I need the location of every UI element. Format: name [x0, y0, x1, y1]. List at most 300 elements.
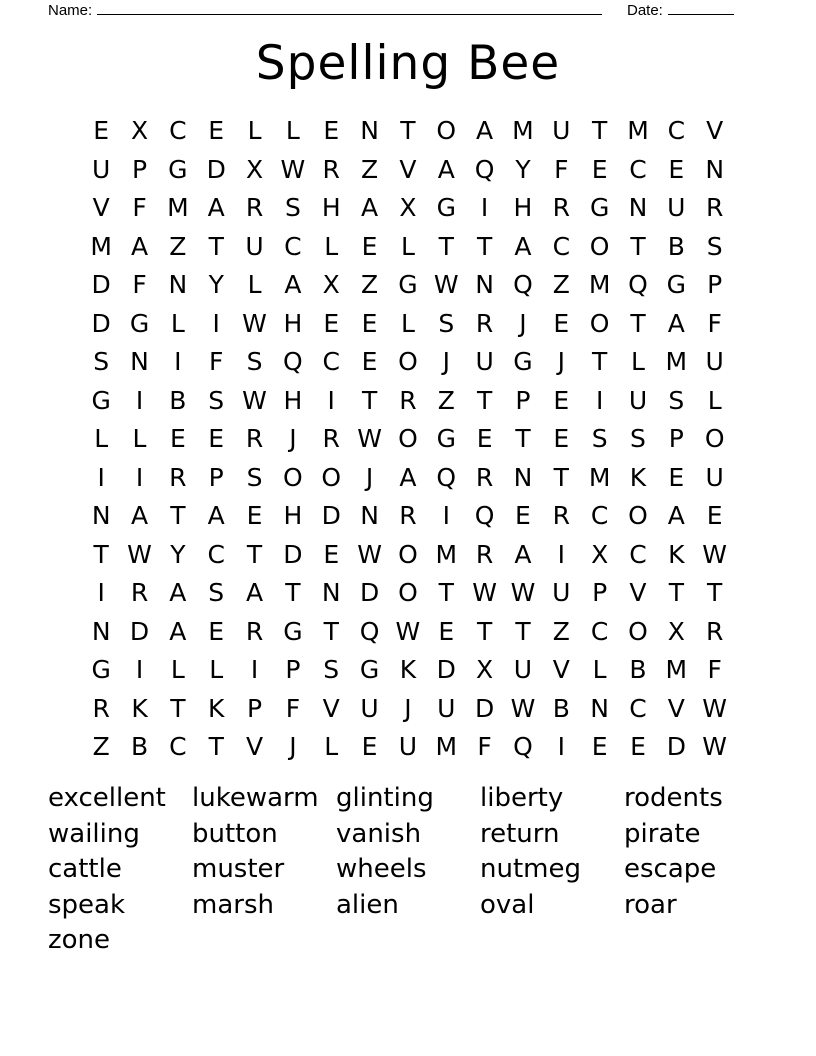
- grid-letter[interactable]: T: [515, 616, 531, 646]
- grid-letter[interactable]: S: [668, 385, 685, 415]
- grid-letter[interactable]: D: [206, 154, 226, 184]
- grid-letter[interactable]: W: [510, 693, 536, 723]
- grid-letter[interactable]: U: [628, 385, 648, 415]
- grid-letter[interactable]: S: [591, 424, 608, 453]
- grid-letter[interactable]: C: [169, 732, 187, 761]
- grid-letter[interactable]: R: [399, 385, 417, 415]
- grid-letter[interactable]: N: [360, 501, 379, 530]
- grid-letter[interactable]: R: [245, 193, 264, 222]
- grid-letter[interactable]: J: [557, 347, 565, 376]
- grid-letter[interactable]: T: [592, 347, 608, 376]
- grid-letter[interactable]: E: [361, 231, 378, 261]
- grid-letter[interactable]: S: [706, 231, 723, 261]
- grid-letter[interactable]: E: [361, 732, 378, 761]
- grid-letter[interactable]: X: [130, 116, 149, 145]
- grid-letter[interactable]: V: [667, 693, 685, 723]
- grid-letter[interactable]: U: [552, 578, 571, 607]
- grid-letter[interactable]: Y: [515, 154, 531, 184]
- grid-letter[interactable]: M: [512, 116, 534, 145]
- grid-letter[interactable]: W: [280, 154, 306, 184]
- grid-letter[interactable]: S: [246, 347, 263, 376]
- grid-letter[interactable]: L: [247, 270, 262, 299]
- grid-letter[interactable]: L: [707, 385, 722, 415]
- grid-letter[interactable]: W: [702, 732, 728, 761]
- date-blank-line[interactable]: [668, 0, 734, 15]
- grid-letter[interactable]: E: [361, 308, 378, 338]
- grid-letter[interactable]: G: [589, 193, 610, 222]
- grid-letter[interactable]: A: [437, 154, 455, 184]
- grid-letter[interactable]: W: [702, 539, 728, 569]
- grid-letter[interactable]: L: [400, 231, 415, 261]
- grid-letter[interactable]: P: [668, 424, 684, 453]
- grid-letter[interactable]: I: [174, 347, 182, 376]
- grid-letter[interactable]: L: [170, 308, 185, 338]
- grid-letter[interactable]: T: [476, 231, 493, 261]
- grid-letter[interactable]: E: [706, 501, 723, 530]
- grid-letter[interactable]: A: [169, 578, 187, 607]
- grid-letter[interactable]: V: [706, 116, 724, 145]
- grid-letter[interactable]: O: [398, 347, 418, 376]
- grid-letter[interactable]: E: [591, 154, 608, 184]
- grid-letter[interactable]: F: [209, 347, 224, 376]
- grid-letter[interactable]: B: [552, 693, 570, 723]
- grid-letter[interactable]: T: [208, 732, 224, 761]
- grid-letter[interactable]: J: [289, 732, 297, 761]
- grid-letter[interactable]: S: [323, 655, 340, 684]
- grid-row: [82, 151, 734, 190]
- grid-letter[interactable]: T: [208, 231, 224, 261]
- grid-letter[interactable]: C: [322, 347, 340, 376]
- grid-letter[interactable]: T: [170, 501, 186, 530]
- grid-letter[interactable]: R: [322, 424, 340, 453]
- grid-letter[interactable]: A: [207, 501, 225, 530]
- grid-letter[interactable]: D: [436, 655, 456, 684]
- grid-letter[interactable]: W: [242, 308, 267, 338]
- grid-letter[interactable]: P: [247, 693, 263, 723]
- grid-letter[interactable]: N: [130, 347, 149, 376]
- grid-letter[interactable]: R: [475, 462, 494, 492]
- grid-letter[interactable]: M: [90, 231, 112, 261]
- grid-letter[interactable]: W: [472, 578, 497, 607]
- grid-letter[interactable]: U: [475, 347, 494, 376]
- grid-letter[interactable]: M: [435, 732, 458, 761]
- grid-letter[interactable]: H: [283, 385, 303, 415]
- word-bank-row: [48, 817, 788, 853]
- grid-letter[interactable]: K: [131, 693, 148, 723]
- grid-letter[interactable]: M: [435, 539, 458, 569]
- grid-letter[interactable]: E: [246, 501, 263, 530]
- grid-letter[interactable]: A: [514, 231, 532, 261]
- grid-letter[interactable]: C: [284, 231, 302, 261]
- grid-letter[interactable]: F: [554, 154, 569, 184]
- grid-letter[interactable]: I: [250, 655, 259, 684]
- grid-letter[interactable]: P: [285, 655, 301, 684]
- grid-letter[interactable]: A: [169, 616, 187, 646]
- grid-letter[interactable]: W: [242, 385, 267, 415]
- grid-letter[interactable]: T: [93, 539, 109, 569]
- grid-letter[interactable]: I: [212, 308, 220, 338]
- grid-letter[interactable]: Q: [513, 270, 533, 299]
- grid-letter[interactable]: T: [438, 231, 454, 261]
- grid-letter[interactable]: I: [97, 462, 105, 492]
- grid-letter[interactable]: T: [553, 462, 569, 492]
- name-blank-line[interactable]: [97, 0, 602, 15]
- grid-letter[interactable]: H: [321, 193, 341, 222]
- grid-letter[interactable]: U: [437, 693, 456, 723]
- grid-letter[interactable]: V: [322, 693, 340, 723]
- grid-letter[interactable]: D: [359, 578, 380, 607]
- grid-letter[interactable]: E: [323, 116, 340, 145]
- grid-letter[interactable]: C: [667, 116, 686, 145]
- grid-letter[interactable]: D: [129, 616, 150, 646]
- grid-letter[interactable]: G: [91, 655, 111, 684]
- grid-letter[interactable]: T: [438, 578, 454, 607]
- grid-letter[interactable]: C: [590, 501, 609, 530]
- grid-letter[interactable]: E: [323, 539, 340, 569]
- grid-letter[interactable]: I: [135, 462, 144, 492]
- grid-letter[interactable]: E: [438, 616, 455, 646]
- grid-letter[interactable]: A: [130, 501, 149, 530]
- grid-letter[interactable]: T: [668, 578, 684, 607]
- grid-letter[interactable]: I: [97, 578, 105, 607]
- grid-letter[interactable]: K: [668, 539, 685, 569]
- grid-letter[interactable]: U: [552, 116, 571, 145]
- grid-letter[interactable]: E: [668, 154, 685, 184]
- grid-letter[interactable]: H: [513, 193, 533, 222]
- grid-letter[interactable]: S: [630, 424, 646, 453]
- grid-letter[interactable]: E: [553, 424, 570, 453]
- grid-letter[interactable]: G: [91, 385, 111, 415]
- grid-letter[interactable]: G: [283, 616, 303, 646]
- grid-letter[interactable]: V: [92, 193, 110, 222]
- grid-letter[interactable]: N: [168, 270, 188, 299]
- grid-letter[interactable]: I: [480, 193, 489, 222]
- grid-letter[interactable]: A: [667, 308, 685, 338]
- grid-letter[interactable]: S: [208, 385, 225, 415]
- grid-letter[interactable]: M: [167, 193, 189, 222]
- grid-letter[interactable]: P: [707, 270, 723, 299]
- grid-letter[interactable]: I: [135, 655, 144, 684]
- grid-letter[interactable]: A: [361, 193, 379, 222]
- grid-letter[interactable]: G: [666, 270, 687, 299]
- grid-letter[interactable]: C: [629, 693, 647, 723]
- grid-letter[interactable]: W: [395, 616, 421, 646]
- grid-letter[interactable]: O: [283, 462, 303, 492]
- grid-letter[interactable]: R: [475, 308, 494, 338]
- grid-letter[interactable]: C: [207, 539, 225, 569]
- grid-letter[interactable]: E: [93, 116, 110, 145]
- grid-letter[interactable]: S: [208, 578, 225, 607]
- grid-letter[interactable]: K: [208, 693, 225, 723]
- grid-letter[interactable]: T: [476, 385, 493, 415]
- grid-letter[interactable]: U: [705, 347, 724, 376]
- grid-letter[interactable]: E: [361, 347, 378, 376]
- grid-letter[interactable]: Q: [359, 616, 380, 646]
- grid-letter[interactable]: O: [589, 231, 610, 261]
- grid-letter[interactable]: L: [324, 732, 339, 761]
- grid-letter[interactable]: Q: [436, 462, 457, 492]
- grid-letter[interactable]: A: [130, 231, 149, 261]
- grid-letter[interactable]: Q: [628, 270, 648, 299]
- grid-letter[interactable]: F: [707, 655, 722, 684]
- grid-letter[interactable]: P: [131, 154, 148, 184]
- grid-letter[interactable]: A: [399, 462, 417, 492]
- grid-letter[interactable]: N: [91, 616, 111, 646]
- grid-letter[interactable]: R: [322, 154, 340, 184]
- grid-letter[interactable]: Z: [552, 616, 570, 646]
- grid-letter[interactable]: M: [665, 347, 688, 376]
- grid-letter[interactable]: U: [245, 231, 264, 261]
- grid-letter[interactable]: B: [629, 655, 647, 684]
- grid-letter[interactable]: Q: [474, 501, 495, 530]
- grid-letter[interactable]: W: [433, 270, 459, 299]
- grid-letter[interactable]: Q: [283, 347, 303, 376]
- grid-letter[interactable]: N: [321, 578, 341, 607]
- grid-letter[interactable]: J: [404, 693, 412, 723]
- grid-letter[interactable]: O: [589, 308, 610, 338]
- grid-letter[interactable]: I: [557, 539, 565, 569]
- grid-row: [82, 497, 734, 536]
- grid-letter[interactable]: L: [324, 231, 339, 261]
- grid-letter[interactable]: B: [169, 385, 187, 415]
- grid-letter[interactable]: R: [552, 501, 570, 530]
- grid-letter[interactable]: N: [475, 270, 494, 299]
- grid-letter[interactable]: T: [361, 385, 378, 415]
- grid-letter[interactable]: X: [591, 539, 609, 569]
- grid-letter[interactable]: X: [476, 655, 494, 684]
- grid-letter[interactable]: E: [169, 424, 186, 453]
- date-field[interactable]: [627, 0, 734, 20]
- grid-letter[interactable]: U: [667, 193, 686, 222]
- grid-letter[interactable]: C: [590, 616, 609, 646]
- grid-letter[interactable]: S: [246, 462, 263, 492]
- grid-row: [82, 459, 734, 498]
- grid-letter[interactable]: W: [127, 539, 152, 569]
- grid-letter[interactable]: L: [592, 655, 607, 684]
- grid-letter[interactable]: E: [208, 616, 225, 646]
- grid-letter[interactable]: F: [477, 732, 492, 761]
- grid-letter[interactable]: A: [514, 539, 532, 569]
- grid-letter[interactable]: E: [476, 424, 493, 453]
- grid-letter[interactable]: V: [629, 578, 647, 607]
- grid-letter[interactable]: T: [707, 578, 723, 607]
- grid-letter[interactable]: B: [667, 231, 685, 261]
- grid-letter[interactable]: A: [667, 501, 685, 530]
- grid-letter[interactable]: X: [399, 193, 417, 222]
- grid-letter[interactable]: J: [365, 462, 374, 492]
- grid-letter[interactable]: M: [627, 116, 649, 145]
- grid-letter[interactable]: T: [400, 116, 416, 145]
- grid-letter[interactable]: V: [552, 655, 570, 684]
- grid-letter[interactable]: R: [169, 462, 187, 492]
- grid-letter[interactable]: Z: [92, 732, 110, 761]
- grid-letter[interactable]: M: [588, 270, 611, 299]
- grid-letter[interactable]: I: [327, 385, 335, 415]
- grid-letter[interactable]: G: [398, 270, 418, 299]
- grid-letter[interactable]: T: [630, 308, 646, 338]
- grid-letter[interactable]: I: [557, 732, 565, 761]
- grid-letter[interactable]: G: [129, 308, 150, 338]
- grid-letter[interactable]: C: [629, 154, 647, 184]
- grid-letter[interactable]: L: [247, 116, 262, 145]
- grid-letter[interactable]: U: [360, 693, 379, 723]
- grid-letter[interactable]: S: [438, 308, 455, 338]
- grid-letter[interactable]: Q: [513, 732, 533, 761]
- grid-letter[interactable]: T: [170, 693, 186, 723]
- grid-letter[interactable]: T: [323, 616, 339, 646]
- grid-letter[interactable]: Z: [361, 154, 379, 184]
- grid-letter[interactable]: U: [513, 655, 533, 684]
- grid-letter[interactable]: V: [245, 732, 264, 761]
- grid-letter[interactable]: H: [283, 308, 303, 338]
- grid-letter[interactable]: E: [553, 308, 570, 338]
- grid-letter[interactable]: H: [283, 501, 303, 530]
- grid-letter[interactable]: T: [515, 424, 531, 453]
- grid-letter[interactable]: L: [209, 655, 224, 684]
- grid-letter[interactable]: E: [515, 501, 531, 530]
- grid-letter[interactable]: F: [285, 693, 301, 723]
- grid-letter[interactable]: D: [91, 270, 111, 299]
- grid-letter[interactable]: E: [553, 385, 570, 415]
- grid-letter[interactable]: J: [289, 424, 297, 453]
- grid-letter[interactable]: Q: [474, 154, 495, 184]
- grid-letter[interactable]: J: [519, 308, 527, 338]
- grid-letter[interactable]: R: [92, 693, 110, 723]
- grid-letter[interactable]: F: [132, 270, 147, 299]
- grid-letter[interactable]: D: [666, 732, 686, 761]
- grid-letter[interactable]: W: [702, 693, 728, 723]
- grid-letter[interactable]: L: [631, 347, 645, 376]
- grid-letter[interactable]: G: [513, 347, 533, 376]
- grid-letter[interactable]: B: [130, 732, 149, 761]
- name-field[interactable]: [48, 0, 602, 20]
- grid-letter[interactable]: O: [398, 424, 418, 453]
- grid-letter[interactable]: L: [170, 655, 185, 684]
- grid-letter[interactable]: I: [595, 385, 604, 415]
- grid-letter[interactable]: N: [513, 462, 533, 492]
- grid-letter[interactable]: J: [442, 347, 450, 376]
- grid-letter[interactable]: I: [442, 501, 450, 530]
- grid-letter[interactable]: X: [245, 154, 264, 184]
- grid-letter[interactable]: S: [284, 193, 301, 222]
- grid-letter[interactable]: T: [630, 231, 646, 261]
- grid-letter[interactable]: N: [590, 693, 609, 723]
- grid-letter[interactable]: O: [398, 578, 418, 607]
- grid-letter[interactable]: P: [592, 578, 608, 607]
- grid-letter[interactable]: R: [245, 424, 264, 453]
- grid-letter[interactable]: M: [588, 462, 611, 492]
- grid-letter[interactable]: T: [476, 616, 493, 646]
- grid-letter[interactable]: W: [357, 539, 382, 569]
- grid-letter[interactable]: K: [629, 462, 647, 492]
- grid-letter[interactable]: S: [93, 347, 110, 376]
- grid-letter[interactable]: T: [246, 539, 263, 569]
- grid-letter[interactable]: O: [398, 539, 418, 569]
- word-bank-item: lukewarm: [192, 783, 319, 813]
- grid-letter[interactable]: O: [321, 462, 342, 492]
- grid-letter[interactable]: F: [707, 308, 722, 338]
- grid-letter[interactable]: Z: [169, 231, 187, 261]
- grid-letter[interactable]: W: [510, 578, 536, 607]
- grid-letter[interactable]: R: [552, 193, 570, 222]
- grid-letter[interactable]: D: [321, 501, 341, 530]
- grid-letter[interactable]: K: [399, 655, 417, 684]
- grid-letter[interactable]: Z: [437, 385, 455, 415]
- grid-letter[interactable]: E: [591, 732, 608, 761]
- grid-letter[interactable]: E: [208, 424, 225, 453]
- grid-letter[interactable]: A: [476, 116, 494, 145]
- grid-letter[interactable]: A: [207, 193, 225, 222]
- grid-letter[interactable]: N: [705, 154, 725, 184]
- grid-letter[interactable]: L: [94, 424, 109, 453]
- grid-letter[interactable]: M: [665, 655, 688, 684]
- grid-letter[interactable]: E: [630, 732, 646, 761]
- grid-letter[interactable]: X: [667, 616, 685, 646]
- grid-letter[interactable]: R: [475, 539, 494, 569]
- grid-letter[interactable]: N: [360, 116, 379, 145]
- grid-letter[interactable]: C: [169, 116, 187, 145]
- grid-letter[interactable]: G: [168, 154, 188, 184]
- grid-letter[interactable]: G: [436, 424, 456, 453]
- grid-letter[interactable]: O: [704, 424, 725, 453]
- grid-letter[interactable]: A: [245, 578, 264, 607]
- grid-letter[interactable]: O: [628, 501, 648, 530]
- grid-letter[interactable]: C: [552, 231, 571, 261]
- grid-letter[interactable]: R: [245, 616, 264, 646]
- grid-letter[interactable]: D: [474, 693, 495, 723]
- grid-letter[interactable]: O: [436, 116, 457, 145]
- grid-letter[interactable]: R: [399, 501, 417, 530]
- grid-letter[interactable]: R: [705, 193, 724, 222]
- grid-letter[interactable]: U: [92, 154, 111, 184]
- grid-letter[interactable]: V: [399, 154, 417, 184]
- grid-letter[interactable]: U: [705, 462, 724, 492]
- grid-letter[interactable]: X: [322, 270, 340, 299]
- grid-letter[interactable]: I: [135, 385, 144, 415]
- grid-letter[interactable]: P: [515, 385, 531, 415]
- grid-letter[interactable]: Y: [208, 270, 224, 299]
- grid-letter[interactable]: Y: [170, 539, 186, 569]
- grid-letter[interactable]: R: [705, 616, 724, 646]
- grid-letter[interactable]: L: [400, 308, 415, 338]
- word-bank-row: [48, 852, 788, 888]
- grid-letter[interactable]: L: [285, 116, 300, 145]
- grid-letter[interactable]: U: [398, 732, 418, 761]
- grid-letter[interactable]: O: [628, 616, 648, 646]
- grid-letter[interactable]: D: [91, 308, 111, 338]
- grid-letter[interactable]: G: [436, 193, 456, 222]
- grid-letter[interactable]: W: [357, 424, 382, 453]
- grid-letter[interactable]: Z: [361, 270, 379, 299]
- grid-letter[interactable]: E: [668, 462, 685, 492]
- grid-letter[interactable]: E: [323, 308, 340, 338]
- grid-letter[interactable]: R: [130, 578, 149, 607]
- grid-letter[interactable]: T: [285, 578, 301, 607]
- grid-letter[interactable]: P: [208, 462, 224, 492]
- grid-letter[interactable]: L: [132, 424, 147, 453]
- grid-letter[interactable]: N: [91, 501, 111, 530]
- grid-letter[interactable]: F: [132, 193, 147, 222]
- date-label: Date:: [627, 2, 663, 19]
- grid-letter[interactable]: A: [284, 270, 302, 299]
- grid-letter[interactable]: N: [628, 193, 648, 222]
- grid-letter[interactable]: G: [359, 655, 380, 684]
- grid-letter[interactable]: C: [629, 539, 647, 569]
- grid-letter[interactable]: E: [208, 116, 225, 145]
- grid-letter[interactable]: Z: [552, 270, 570, 299]
- grid-letter[interactable]: T: [592, 116, 608, 145]
- grid-letter[interactable]: D: [283, 539, 303, 569]
